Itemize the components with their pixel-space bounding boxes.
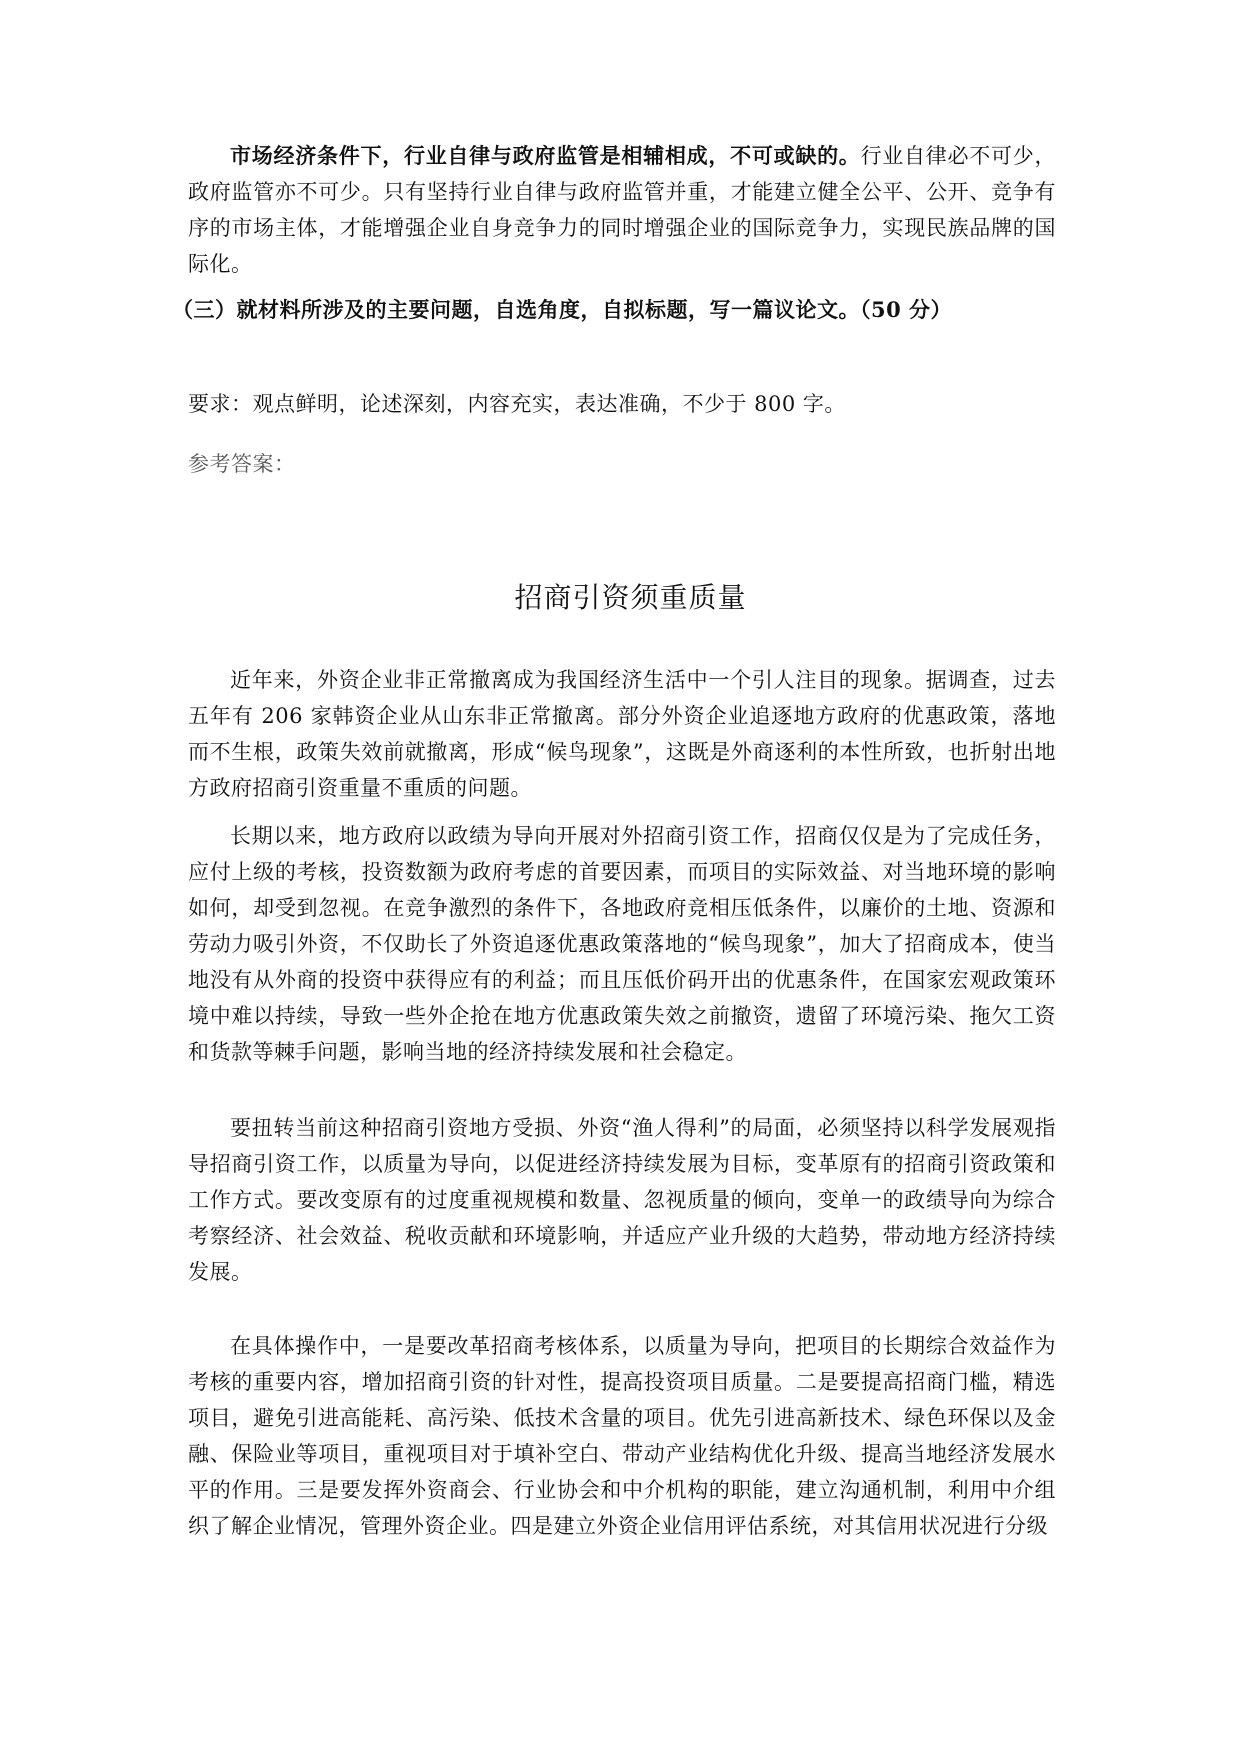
requirement-text: 要求：观点鲜明，论述深刻，内容充实，表达准确，不少于 800 字。 xyxy=(188,392,846,416)
question-prompt: （三）就材料所涉及的主要问题，自选角度，自拟标题，写一篇议论文。（50 分） xyxy=(172,297,953,322)
intro-paragraph xyxy=(188,138,1056,282)
answer-label: 参考答案： xyxy=(188,452,296,476)
essay-paragraph-1: 近年来，外资企业非正常撤离成为我国经济生活中一个引人注目的现象。据调查，过去五年有 206 家韩资企业从山东非正常撤离。部分外资企业追逐地方政府的优惠政策，落地而不生根，政策失效前就撤离，形成“候鸟现象”，这既是外商逐利的本性所致，也折射出地方政府招商引资重量不重质的问题。 xyxy=(188,668,1056,800)
essay-paragraph-3: 要扭转当前这种招商引资地方受损、外资“渔人得利”的局面，必须坚持以科学发展观指导招商引资工作，以质量为导向，以促进经济持续发展为目标，变革原有的招商引资政策和工作方式。要改变原有的过度重视规模和数量、忽视质量的倾向，变单一的政绩导向为综合考察经济、社会效益、税收贡献和环境影响，并适应产业升级的大趋势，带动地方经济持续发展。 xyxy=(188,1116,1056,1284)
essay-paragraph-2: 长期以来，地方政府以政绩为导向开展对外招商引资工作，招商仅仅是为了完成任务，应付上级的考核，投资数额为政府考虑的首要因素，而项目的实际效益、对当地环境的影响如何，却受到忽视。在竞争激烈的条件下，各地政府竞相压低条件，以廉价的土地、资源和劳动力吸引外资，不仅助长了外资追逐优惠政策落地的“候鸟现象”，加大了招商成本，使当地没有从外商的投资中获得应有的利益；而且压低价码开出的优惠条件，在国家宏观政策环境中难以持续，导致一些外企抢在地方优惠政策失效之前撤资，遗留了环境污染、拖欠工资和货款等棘手问题，影响当地的经济持续发展和社会稳定。 xyxy=(188,824,1056,1064)
essay-title: 招商引资须重质量 xyxy=(514,581,747,614)
essay-paragraph-4: 在具体操作中，一是要改革招商考核体系，以质量为导向，把项目的长期综合效益作为考核的重要内容，增加招商引资的针对性，提高投资项目质量。二是要提高招商门槛，精选项目，避免引进高能耗、高污染、低技术含量的项目。优先引进高新技术、绿色环保以及金融、保险业等项目，重视项目对于填补空白、带动产业结构优化升级、提高当地经济发展水平的作用。三是要发挥外资商会、行业协会和中介机构的职能，建立沟通机制，利用中介组织了解企业情况，管理外资企业。四是建立外资企业信用评估系统，对其信用状况进行分级 xyxy=(188,1334,1056,1538)
intro-rest: 行业自律必不可少，政府监管亦不可少。只有坚持行业自律与政府监管并重，才能建立健全公平、公开、竞争有序的市场主体，才能增强企业自身竞争力的同时增强企业的国际竞争力，实现民族品牌的国际化。 xyxy=(188,144,1057,276)
intro-bold-lead: 市场经济条件下，行业自律与政府监管是相辅相成，不可或缺的。 xyxy=(230,143,861,168)
